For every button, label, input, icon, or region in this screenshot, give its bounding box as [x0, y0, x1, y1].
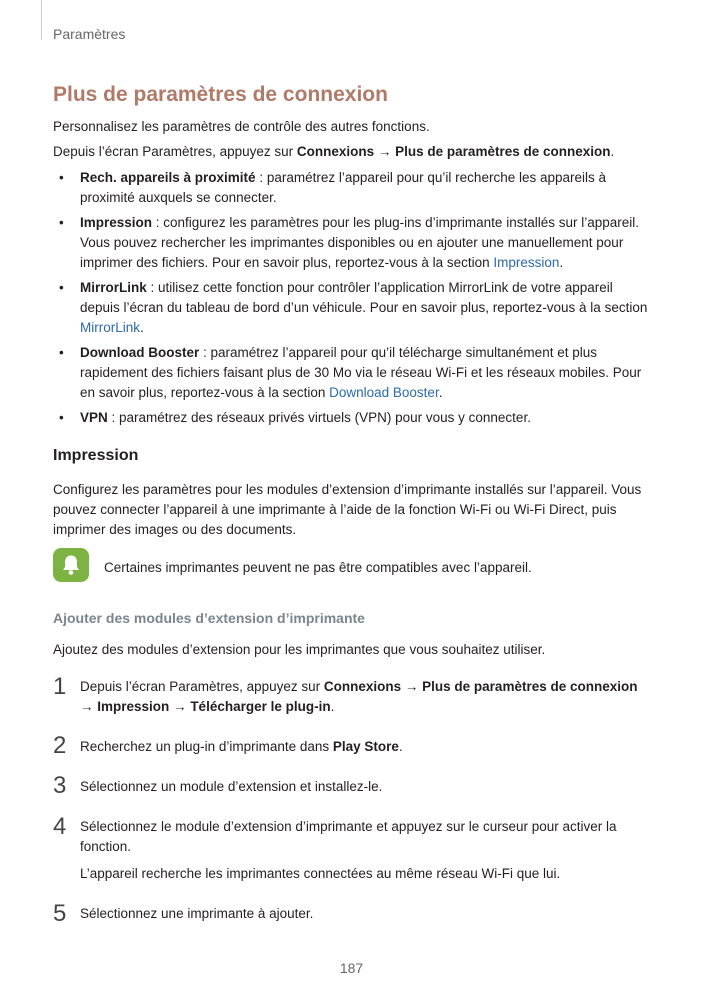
- subheading-plugins: Ajouter des modules d’extension d’imprimante: [53, 610, 365, 626]
- intro-line-1: Personnalisez les paramètres de contrôle des autres fonctions.: [53, 119, 430, 134]
- step-text: Recherchez un plug-in d’imprimante dans Play Store.: [80, 739, 403, 754]
- step-number: 3: [53, 772, 67, 799]
- note-text: Certaines imprimantes peuvent ne pas être compatibles avec l’appareil.: [104, 560, 532, 575]
- header-rule: [41, 0, 42, 40]
- bell-icon: [53, 548, 89, 582]
- bullet-marker: •: [59, 170, 64, 185]
- header-section-label: Paramètres: [53, 26, 126, 42]
- bullet-marker: •: [59, 215, 64, 230]
- impression-paragraph: Configurez les paramètres pour les modules d’extension d’imprimante installés sur l’appareil. Vous pouvez connecter l’appareil à une imprimante à l’aide de la fonction Wi-Fi ou Wi-Fi Direct, puis imprimer des images ou des documents.: [53, 482, 642, 537]
- step-number: 2: [53, 732, 67, 759]
- link-download-booster[interactable]: Download Booster: [329, 385, 439, 400]
- step-text: Sélectionnez le module d’extension d’imprimante et appuyez sur le curseur pour activer la fonction.: [80, 819, 617, 854]
- page-title: Plus de paramètres de connexion: [53, 83, 388, 106]
- settings-list: [53, 168, 653, 433]
- step-text: Sélectionnez une imprimante à ajouter.: [80, 906, 314, 921]
- link-impression[interactable]: Impression: [493, 255, 560, 270]
- page-number: 187: [339, 960, 364, 976]
- list-item: • VPN : paramétrez des réseaux privés virtuels (VPN) pour vous y connecter.: [53, 408, 653, 428]
- step-text: Sélectionnez un module d’extension et installez-le.: [80, 779, 383, 794]
- bullet-marker: •: [59, 280, 64, 295]
- step-text: Depuis l’écran Paramètres, appuyez sur Connexions → Plus de paramètres de connexion → Impression → Télécharger le plug-in.: [80, 679, 638, 714]
- step-subtext: L’appareil recherche les imprimantes connectées au même réseau Wi-Fi que lui.: [80, 866, 561, 881]
- list-item: • Rech. appareils à proximité : paramétrez l’appareil pour qu’il recherche les appareils à proximité auxquels se connecter.: [59, 170, 607, 205]
- step-number: 4: [53, 813, 67, 840]
- bullet-marker: •: [59, 410, 64, 425]
- bullet-marker: •: [59, 345, 64, 360]
- intro-line-2: Depuis l’écran Paramètres, appuyez sur Connexions → Plus de paramètres de connexion.: [53, 144, 615, 159]
- step-number: 5: [53, 900, 67, 927]
- list-item: • Impression : configurez les paramètres pour les plug-ins d’imprimante installés sur l’appareil. Vous pouvez rechercher les imprimantes disponibles ou en ajouter une manuellement pour imprimer des fichiers. Pour en savoir plus, reportez-vous à la section Impression.: [59, 215, 640, 270]
- section-heading-impression: Impression: [53, 447, 139, 464]
- step-number: 1: [53, 673, 67, 700]
- link-mirrorlink[interactable]: MirrorLink: [80, 320, 141, 335]
- plugins-intro: Ajoutez des modules d’extension pour les imprimantes que vous souhaitez utiliser.: [53, 642, 546, 657]
- list-item: • Download Booster : paramétrez l’appareil pour qu’il télécharge simultanément et plus rapidement des fichiers faisant plus de 30 Mo via le réseau Wi-Fi et les réseaux mobiles. Pour en savoir plus, reportez-vous à la section Download Booster.: [59, 345, 642, 400]
- list-item: • MirrorLink : utilisez cette fonction pour contrôler l’application MirrorLink de votre appareil depuis l’écran du tableau de bord d’un véhicule. Pour en savoir plus, reportez-vous à la section MirrorLink.: [59, 280, 648, 335]
